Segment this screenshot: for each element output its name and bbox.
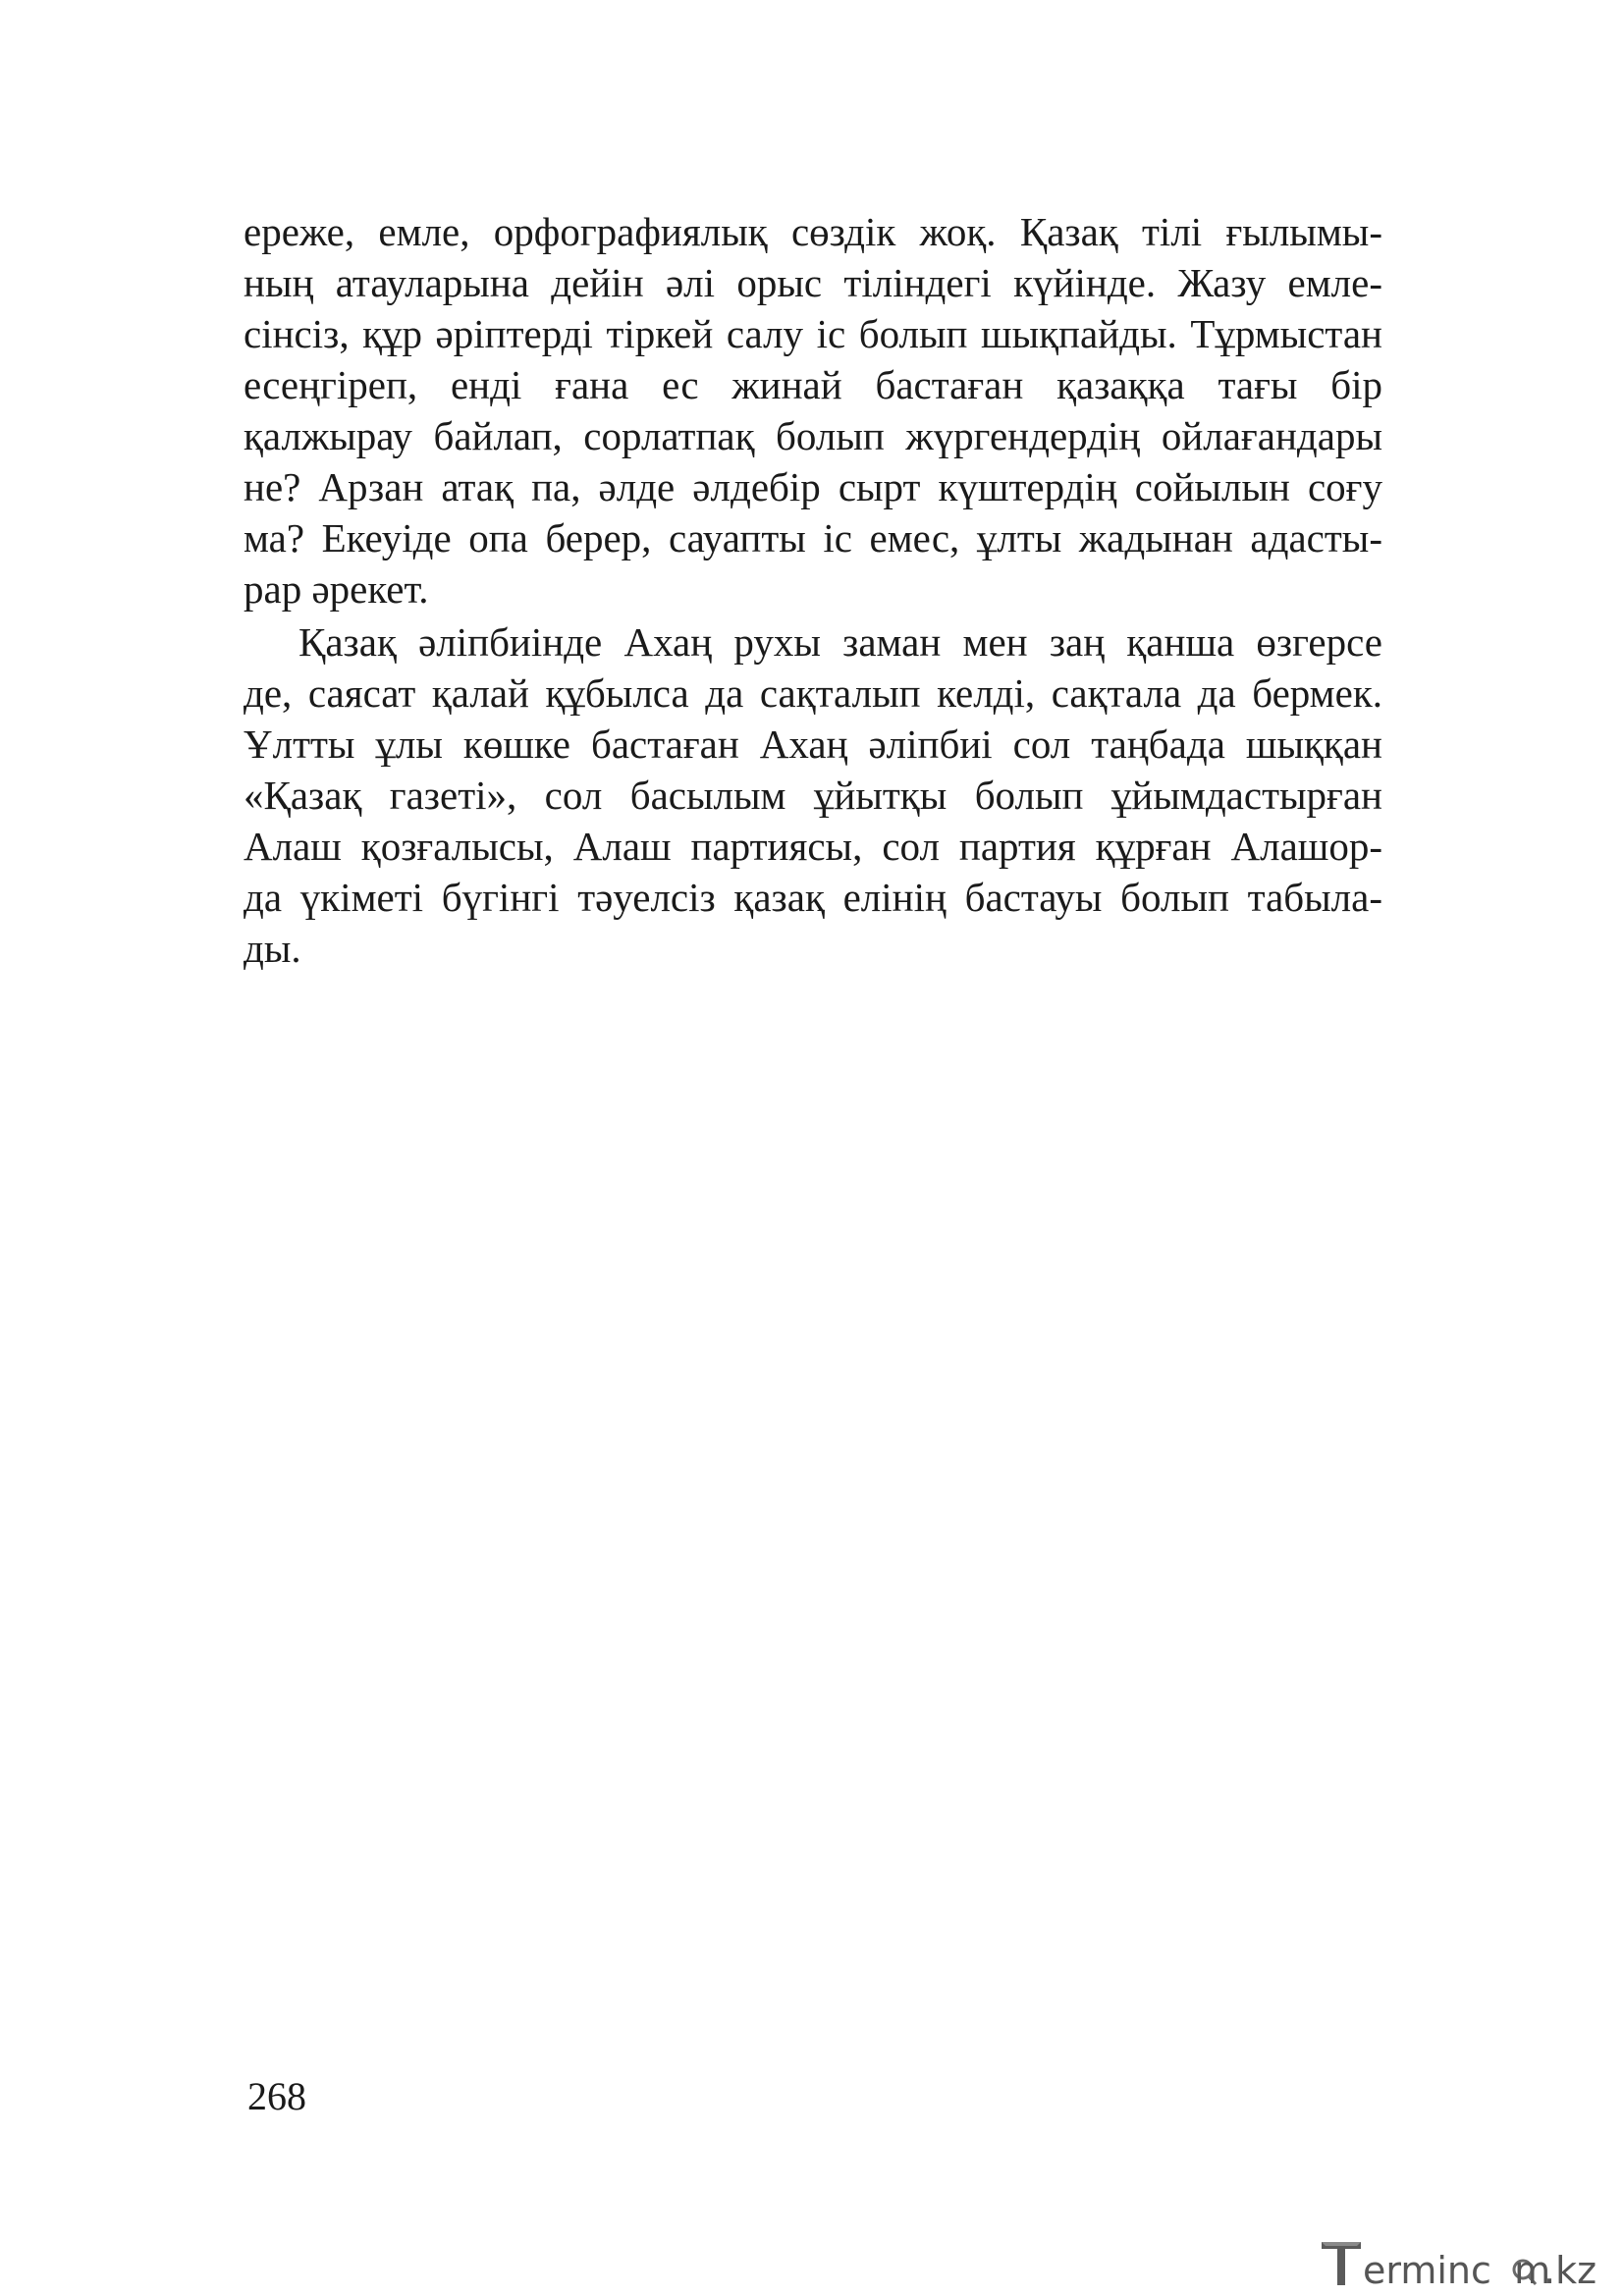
text-line: «Қазақ газеті», сол басылым ұйытқы болып ұйымдастырған xyxy=(244,773,1382,818)
watermark-text-domain: .kz xyxy=(1543,2249,1597,2289)
text-line: не? Арзан атақ па, әлде әлдебір сырт күштердің сойылын соғу xyxy=(244,464,1382,509)
termincom-logo-icon xyxy=(1318,2236,1612,2289)
watermark-text-main: ermincom xyxy=(1363,2249,1551,2289)
text-line: сінсіз, құр әріптерді тіркей салу іс болып шықпайды. Тұрмыстан xyxy=(244,311,1382,356)
text-line: Қазақ әліпбиінде Ахаң рухы заман мен заң қанша өзгерсе xyxy=(298,619,1382,665)
text-line: де, саясат қалай құбылса да сақталып келді, сақтала да бермек. xyxy=(244,670,1382,716)
text-line: Ұлтты ұлы көшке бастаған Ахаң әліпбиі сол таңбада шыққан xyxy=(244,721,1382,767)
page-number: 268 xyxy=(247,2074,306,2118)
text-line: да үкіметі бүгінгі тәуелсіз қазақ елінің бастауы болып табыла- xyxy=(244,875,1382,920)
text-line: ереже, емле, орфографиялық сөздік жоқ. Қазақ тілі ғылымы- xyxy=(244,209,1382,254)
text-line: Алаш қозғалысы, Алаш партиясы, сол партия құрған Алашор- xyxy=(244,824,1382,869)
watermark xyxy=(1318,2236,1612,2289)
text-line: ма? Екеуіде опа берер, сауапты іс емес, ұлты жадынан адасты- xyxy=(244,515,1382,561)
text-line: ның атауларына дейін әлі орыс тіліндегі күйінде. Жазу емле- xyxy=(244,260,1382,305)
paragraph-1 xyxy=(244,206,1382,614)
paragraph-2 xyxy=(244,616,1382,974)
text-line: қалжырау байлап, сорлатпақ болып жүргендердің ойлағандары xyxy=(244,413,1382,458)
text-line: рар әрекет. xyxy=(244,566,429,612)
text-line: ды. xyxy=(244,926,301,971)
body-text xyxy=(244,206,1382,974)
text-line: есеңгіреп, енді ғана ес жинай бастаған қазаққа тағы бір xyxy=(244,362,1382,407)
